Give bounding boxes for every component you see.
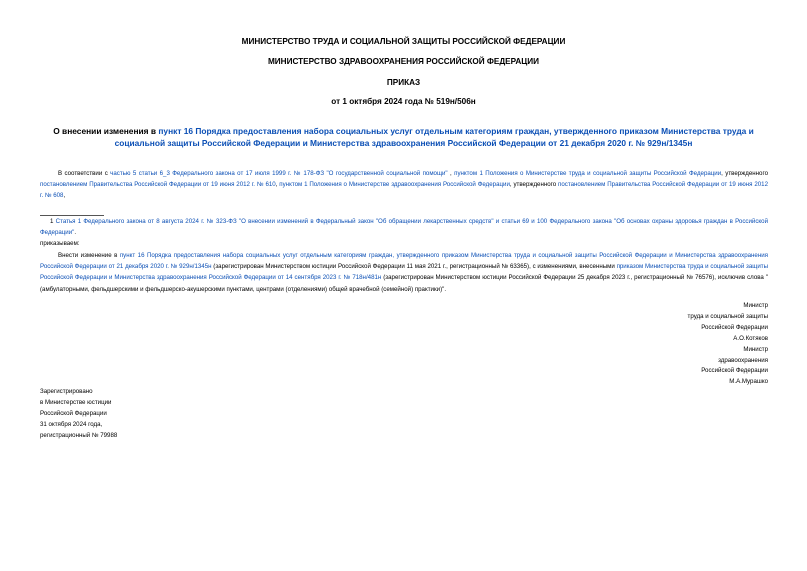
signature-line: М.А.Мурашко [729, 378, 768, 386]
preamble-text-6: , [63, 192, 66, 200]
ministry-health-heading: МИНИСТЕРСТВО ЗДРАВООХРАНЕНИЯ РОССИЙСКОЙ ФЕДЕРАЦИИ [267, 57, 540, 66]
main-text-3: (зарегистрирован Министерством юстиции Российской Федерации 25 декабря 2023 г., регистрационный № 76576), исключив слова "(амбулаторными, фельдшерскими и фельдшерско-акушерскими пунктами, центрами (отделениями) общей врачебной (семейной) практики)". [40, 274, 768, 293]
preamble-text-3: , утвержденного [721, 170, 768, 177]
registration-block [40, 387, 117, 442]
footnote-mark: 1 [50, 218, 54, 225]
preamble-text-4: , [275, 181, 280, 189]
preamble-paragraph [40, 168, 768, 202]
document-type: ПРИКАЗ [386, 78, 421, 87]
mintrud-regulation-link[interactable]: пунктом 1 Положения о Министерстве труда и социальной защиты Российской Федерации [454, 170, 722, 177]
law-323-link[interactable]: Статья 1 Федерального закона от 8 августа 2024 г. № 323-ФЗ "О внесении изменений в Федеральный закон "Об обращении лекарственных средств" и статьи 69 и 100 Федерального закона "Об основах охраны здоровья граждан в Российской Федерации" [40, 218, 768, 237]
law-178-link[interactable]: частью 5 статьи 6_3 Федерального закона от 17 июля 1999 г. № 178-ФЗ "О государственной социальной помощи" [110, 170, 448, 177]
order-929n-link[interactable]: пункт 16 Порядка предоставления набора социальных услуг отдельным категориям граждан, утвержденного приказом Министерства труда и социальной защиты Российской Федерации и Министерства здравоохранения Российской Федерации от 21 декабря 2020 г. № 929н/1345н [40, 252, 768, 271]
main-text-2: (зарегистрирован Министерством юстиции Российской Федерации 11 мая 2021 г., регистрационный № 63365), с изменениями, внесенными [211, 263, 617, 271]
order-718n-link[interactable]: приказом Министерства труда и социальной защиты Российской Федерации и Министерства здравоохранения Российской Федерации от 14 сентября 2023 г. № 718н/481н [40, 263, 768, 282]
main-paragraph [40, 250, 768, 295]
resolution-608-link[interactable]: постановлением Правительства Российской Федерации от 19 июня 2012 г. № 608 [40, 181, 768, 200]
registration-line: Зарегистрировано [40, 388, 93, 395]
signature-line: А.О.Котяков [733, 334, 768, 342]
preamble-text-1: В соответствии с [58, 170, 111, 177]
signature-line: Министр [743, 302, 768, 309]
signature-line: труда и социальной защиты [687, 312, 768, 320]
footnote [40, 216, 768, 238]
preamble-text-2: , [447, 170, 455, 177]
preamble-text-5: , утвержденного [509, 181, 559, 189]
resolution-610-link[interactable]: постановлением Правительства Российской Федерации от 19 июня 2012 г. № 610 [40, 181, 276, 189]
registration-line: 31 октября 2024 года, [40, 420, 103, 428]
registration-line: Российской Федерации [40, 409, 107, 417]
footnote-end: . [74, 229, 77, 237]
registration-line: регистрационный № 79988 [40, 431, 118, 439]
ministry-labor-heading: МИНИСТЕРСТВО ТРУДА И СОЦИАЛЬНОЙ ЗАЩИТЫ РОССИЙСКОЙ ФЕДЕРАЦИИ [241, 37, 566, 46]
main-text-1: Внести изменение в [58, 252, 120, 259]
signature-block [688, 301, 768, 388]
signature-line: Российской Федерации [701, 323, 768, 331]
title-link[interactable]: пункт 16 Порядка предоставления набора социальных услуг отдельным категориям граждан, утвержденного приказом Министерства труда и социальной защиты Российской Федерации и Министерства здравоохранения Российской Федерации от 21 декабря 2020 г. № 929н/1345н [114, 126, 754, 148]
signature-line: Министр [743, 345, 768, 353]
document-date-number: от 1 октября 2024 года № 519н/506н [331, 97, 476, 106]
minzdrav-regulation-link[interactable]: пунктом 1 Положения о Министерстве здравоохранения Российской Федерации [279, 181, 510, 189]
prikazyvaem-label: приказываем: [40, 240, 80, 247]
document-title [40, 125, 767, 149]
signature-line: здравоохранения [718, 356, 768, 364]
signature-line: Российской Федерации [701, 367, 768, 375]
registration-line: в Министерстве юстиции [40, 398, 112, 406]
title-prefix: О внесении изменения в [53, 126, 159, 136]
